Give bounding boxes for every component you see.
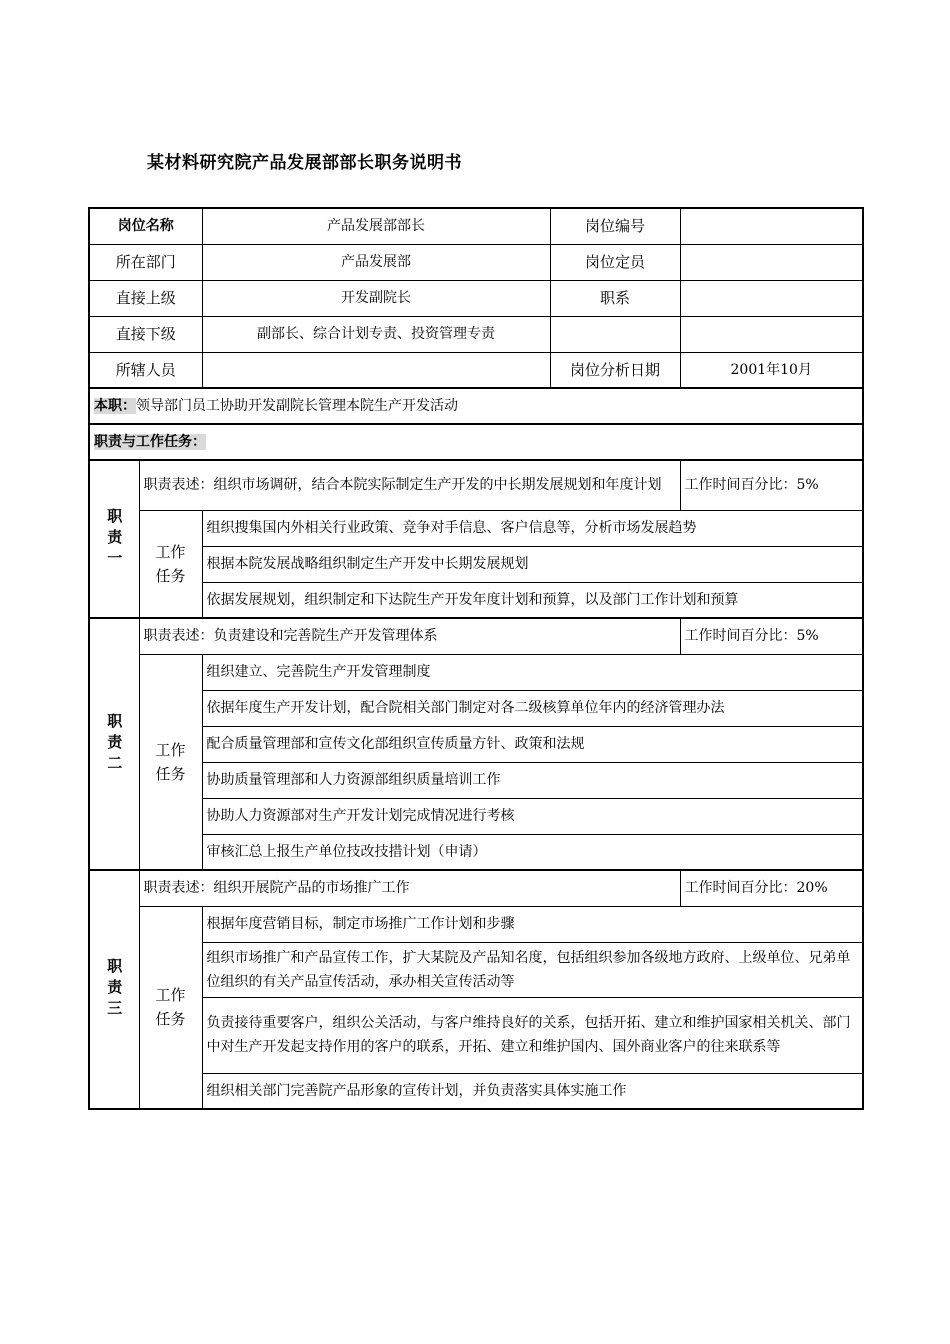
staff-label: 所辖人员: [89, 352, 202, 388]
duty-1-task-label: [139, 510, 202, 618]
duty-1-statement: 职责表述：组织市场调研，结合本院实际制定生产开发的中长期发展规划和年度计划: [139, 460, 680, 510]
duty-1-task-2: 根据本院发展战略组织制定生产开发中长期发展规划: [202, 546, 863, 582]
duty-1-task-1: 组织搜集国内外相关行业政策、竞争对手信息、客户信息等，分析市场发展趋势: [202, 510, 863, 546]
task-row: [89, 546, 863, 582]
duty-2-task-5: 协助人力资源部对生产开发计划完成情况进行考核: [202, 798, 863, 834]
job-family-value: [680, 280, 863, 316]
task-row: [89, 1073, 863, 1109]
task-row: [89, 582, 863, 618]
task-row: [89, 510, 863, 546]
duties-header-row: [89, 424, 863, 460]
duty-statement-row: [89, 618, 863, 654]
superior-value: 开发副院长: [202, 280, 550, 316]
task-row: [89, 762, 863, 798]
job-family-label: 职系: [550, 280, 680, 316]
department-value: 产品发展部: [202, 244, 550, 280]
core-cell: [89, 388, 863, 424]
info-row-subordinate: [89, 316, 863, 352]
position-code-label: 岗位编号: [550, 208, 680, 244]
task-row: [89, 654, 863, 690]
empty-cell: [550, 316, 680, 352]
duty-3-statement: 职责表述：组织开展院产品的市场推广工作: [139, 870, 680, 906]
empty-cell: [680, 316, 863, 352]
duty-2-task-label: [139, 654, 202, 870]
duty-2-task-1: 组织建立、完善院生产开发管理制度: [202, 654, 863, 690]
duty-1-task-3: 依据发展规划，组织制定和下达院生产开发年度计划和预算，以及部门工作计划和预算: [202, 582, 863, 618]
duties-header-cell: [89, 424, 863, 460]
duty-2-percent: 工作时间百分比：5%: [680, 618, 863, 654]
task-label-text: 工作任务: [155, 986, 186, 1029]
position-name-label: 岗位名称: [89, 208, 202, 244]
duty-2-task-6: 审核汇总上报生产单位技改技措计划（申请）: [202, 834, 863, 870]
position-code-value: [680, 208, 863, 244]
core-text: 领导部门员工协助开发副院长管理本院生产开发活动: [136, 398, 458, 414]
task-label-text: 工作任务: [155, 542, 186, 585]
info-row-position: [89, 208, 863, 244]
duty-2-task-2: 依据年度生产开发计划，配合院相关部门制定对各二级核算单位年内的经济管理办法: [202, 690, 863, 726]
headcount-value: [680, 244, 863, 280]
headcount-label: 岗位定员: [550, 244, 680, 280]
duty-statement-row: [89, 460, 863, 510]
analysis-date-value: 2001年10月: [680, 352, 863, 388]
document-title: 某材料研究院产品发展部部长职务说明书: [147, 153, 462, 173]
task-row: [89, 906, 863, 942]
duty-3-task-4: 组织相关部门完善院产品形象的宣传计划，并负责落实具体实施工作: [202, 1073, 863, 1109]
duty-statement-row: [89, 870, 863, 906]
subordinate-value: 副部长、综合计划专责、投资管理专责: [202, 316, 550, 352]
info-row-superior: [89, 280, 863, 316]
duty-3-task-2: 组织市场推广和产品宣传工作，扩大某院及产品知名度，包括组织参加各级地方政府、上级单位、兄弟单位组织的有关产品宣传活动，承办相关宣传活动等: [202, 942, 863, 997]
duties-header: 职责与工作任务：: [94, 434, 206, 450]
core-row: [89, 388, 863, 424]
task-row: [89, 726, 863, 762]
duty-3-task-label: [139, 906, 202, 1109]
staff-value: [202, 352, 550, 388]
task-row: [89, 834, 863, 870]
duty-3-name: 职责三: [89, 870, 139, 1109]
task-row: [89, 798, 863, 834]
position-name-value: 产品发展部部长: [202, 208, 550, 244]
task-row: [89, 997, 863, 1073]
analysis-date-label: 岗位分析日期: [550, 352, 680, 388]
subordinate-label: 直接下级: [89, 316, 202, 352]
info-row-department: [89, 244, 863, 280]
info-row-staff: [89, 352, 863, 388]
duty-3-task-3: 负责接待重要客户，组织公关活动，与客户维持良好的关系，包括开拓、建立和维护国家相关机关、部门中对生产开发起支持作用的客户的联系，开拓、建立和维护国内、国外商业客户的往来联系等: [202, 997, 863, 1073]
superior-label: 直接上级: [89, 280, 202, 316]
duty-2-task-3: 配合质量管理部和宣传文化部组织宣传质量方针、政策和法规: [202, 726, 863, 762]
duty-2-name: 职责二: [89, 618, 139, 870]
task-row: [89, 942, 863, 997]
duty-3-percent: 工作时间百分比：20%: [680, 870, 863, 906]
department-label: 所在部门: [89, 244, 202, 280]
duty-1-percent: 工作时间百分比：5%: [680, 460, 863, 510]
core-label: 本职：: [94, 398, 136, 414]
duty-2-task-4: 协助质量管理部和人力资源部组织质量培训工作: [202, 762, 863, 798]
duty-3-task-1: 根据年度营销目标，制定市场推广工作计划和步骤: [202, 906, 863, 942]
task-label-text: 工作任务: [155, 740, 186, 783]
duty-1-name: 职责一: [89, 460, 139, 618]
job-description-table: [88, 207, 864, 1110]
task-row: [89, 690, 863, 726]
duty-2-statement: 职责表述：负责建设和完善院生产开发管理体系: [139, 618, 680, 654]
